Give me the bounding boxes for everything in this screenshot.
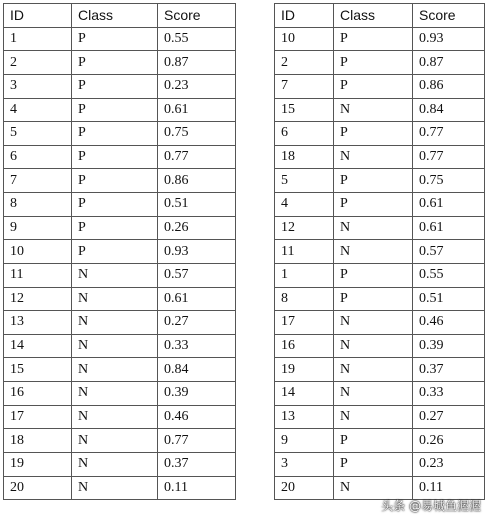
cell-class: N [334,382,413,406]
cell-id: 6 [275,122,334,146]
cell-score: 0.75 [413,169,485,193]
cell-score: 0.37 [158,452,236,476]
cell-id: 9 [275,429,334,453]
table-row [275,145,485,169]
cell-id: 13 [275,405,334,429]
cell-class: P [334,51,413,75]
cell-id: 14 [4,334,72,358]
cell-class: P [334,452,413,476]
cell-class: P [334,193,413,217]
cell-id: 5 [275,169,334,193]
cell-score: 0.61 [413,216,485,240]
cell-score: 0.77 [413,122,485,146]
cell-score: 0.51 [158,193,236,217]
cell-id: 5 [4,122,72,146]
cell-class: N [72,429,158,453]
table-row [275,452,485,476]
cell-score: 0.61 [413,193,485,217]
table-row [4,98,236,122]
cell-id: 16 [275,334,334,358]
cell-class: N [334,145,413,169]
cell-class: N [72,287,158,311]
cell-class: N [72,358,158,382]
table-row [275,287,485,311]
table-row [4,311,236,335]
table-body [275,27,485,500]
cell-class: P [334,27,413,51]
table-row [275,311,485,335]
cell-score: 0.51 [413,287,485,311]
header-score: Score [413,4,485,28]
table-row [4,358,236,382]
cell-score: 0.33 [158,334,236,358]
table-row [275,429,485,453]
cell-class: P [72,216,158,240]
cell-id: 11 [4,263,72,287]
cell-score: 0.86 [413,74,485,98]
table-row [4,169,236,193]
cell-score: 0.87 [413,51,485,75]
cell-class: N [72,311,158,335]
table-row [275,358,485,382]
table-body [4,27,236,500]
cell-score: 0.23 [413,452,485,476]
table-row [4,287,236,311]
cell-class: N [334,358,413,382]
table-row [275,193,485,217]
cell-class: N [334,216,413,240]
cell-id: 12 [275,216,334,240]
cell-score: 0.77 [158,429,236,453]
cell-class: P [72,51,158,75]
table-row [4,122,236,146]
cell-id: 9 [4,216,72,240]
cell-class: P [334,169,413,193]
cell-class: N [334,476,413,500]
cell-id: 17 [4,405,72,429]
cell-id: 19 [275,358,334,382]
table-row [275,27,485,51]
cell-score: 0.77 [158,145,236,169]
cell-score: 0.55 [413,263,485,287]
header-class: Class [334,4,413,28]
table-row [275,98,485,122]
cell-class: P [334,287,413,311]
table-row [4,27,236,51]
cell-class: N [334,240,413,264]
cell-score: 0.46 [158,405,236,429]
table-row [4,429,236,453]
cell-class: P [334,263,413,287]
cell-class: P [72,122,158,146]
cell-score: 0.26 [413,429,485,453]
cell-id: 7 [4,169,72,193]
cell-id: 20 [4,476,72,500]
cell-score: 0.77 [413,145,485,169]
cell-class: N [334,405,413,429]
header-id: ID [275,4,334,28]
cell-score: 0.11 [158,476,236,500]
cell-score: 0.93 [158,240,236,264]
cell-score: 0.84 [413,98,485,122]
table-row [275,240,485,264]
cell-score: 0.93 [413,27,485,51]
cell-score: 0.61 [158,287,236,311]
header-class: Class [72,4,158,28]
cell-class: N [72,405,158,429]
cell-id: 6 [4,145,72,169]
table-row [4,216,236,240]
cell-score: 0.55 [158,27,236,51]
cell-id: 10 [4,240,72,264]
table-row [275,51,485,75]
cell-class: P [72,169,158,193]
cell-score: 0.75 [158,122,236,146]
cell-class: P [334,74,413,98]
cell-score: 0.11 [413,476,485,500]
cell-id: 13 [4,311,72,335]
cell-score: 0.39 [158,382,236,406]
cell-id: 15 [275,98,334,122]
cell-id: 10 [275,27,334,51]
cell-id: 20 [275,476,334,500]
watermark-text: 头条 @易城鱼渥渥 [381,499,481,513]
table-row [4,193,236,217]
cell-id: 1 [275,263,334,287]
cell-class: P [334,429,413,453]
cell-score: 0.39 [413,334,485,358]
cell-score: 0.33 [413,382,485,406]
cell-score: 0.27 [413,405,485,429]
table-row [275,74,485,98]
table-row [4,263,236,287]
header-score: Score [158,4,236,28]
cell-class: N [72,452,158,476]
cell-id: 4 [4,98,72,122]
cell-class: N [72,382,158,406]
table-row [4,405,236,429]
cell-class: P [334,122,413,146]
cell-class: P [72,74,158,98]
table-row [4,145,236,169]
table-row [4,382,236,406]
cell-id: 8 [275,287,334,311]
table-row [4,452,236,476]
score-table-original-order [3,3,236,500]
cell-score: 0.27 [158,311,236,335]
cell-class: N [334,311,413,335]
cell-score: 0.57 [413,240,485,264]
table-row [275,263,485,287]
cell-id: 14 [275,382,334,406]
cell-class: N [72,334,158,358]
cell-id: 3 [4,74,72,98]
cell-id: 2 [4,51,72,75]
table-row [4,240,236,264]
cell-class: N [334,98,413,122]
cell-id: 2 [275,51,334,75]
table-row [275,169,485,193]
cell-id: 18 [4,429,72,453]
cell-class: P [72,27,158,51]
cell-id: 18 [275,145,334,169]
cell-id: 19 [4,452,72,476]
cell-id: 8 [4,193,72,217]
cell-class: N [334,334,413,358]
table-header-row [4,4,236,28]
table-row [275,405,485,429]
cell-score: 0.37 [413,358,485,382]
table-row [4,51,236,75]
cell-id: 16 [4,382,72,406]
cell-class: N [72,476,158,500]
cell-score: 0.86 [158,169,236,193]
cell-score: 0.26 [158,216,236,240]
cell-score: 0.57 [158,263,236,287]
table-row [4,74,236,98]
cell-score: 0.46 [413,311,485,335]
cell-score: 0.61 [158,98,236,122]
cell-score: 0.23 [158,74,236,98]
table-row [275,216,485,240]
table-row [4,476,236,500]
cell-class: N [72,263,158,287]
cell-score: 0.84 [158,358,236,382]
table-row [275,122,485,146]
cell-class: P [72,193,158,217]
cell-id: 17 [275,311,334,335]
cell-id: 4 [275,193,334,217]
cell-id: 7 [275,74,334,98]
cell-id: 1 [4,27,72,51]
cell-class: P [72,240,158,264]
cell-id: 12 [4,287,72,311]
cell-id: 3 [275,452,334,476]
score-table-sorted-by-score [274,3,485,500]
table-header-row [275,4,485,28]
cell-class: P [72,98,158,122]
cell-score: 0.87 [158,51,236,75]
table-row [275,382,485,406]
header-id: ID [4,4,72,28]
table-row [4,334,236,358]
cell-id: 15 [4,358,72,382]
cell-id: 11 [275,240,334,264]
cell-class: P [72,145,158,169]
table-row [275,334,485,358]
